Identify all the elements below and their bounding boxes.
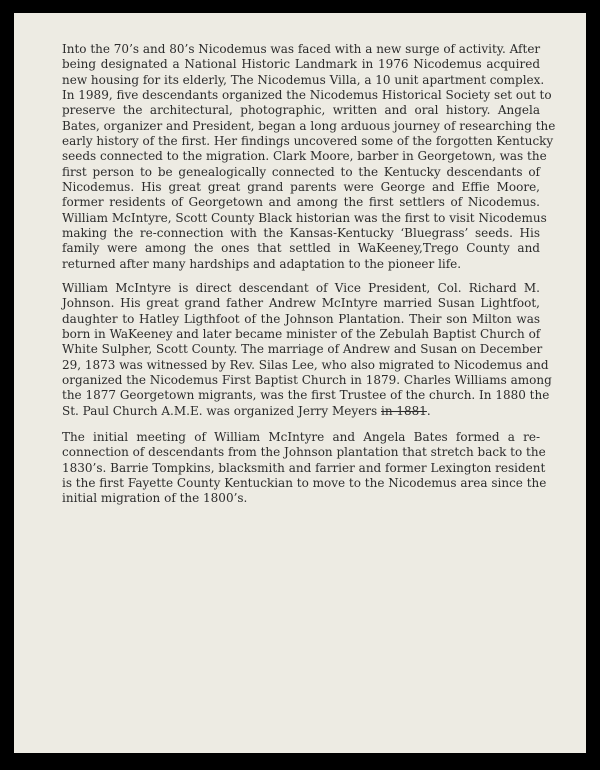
paragraph-line: making the re-connection with the Kansas-Kentucky ‘Bluegrass’ seeds. His (62, 226, 540, 241)
paragraph-line: returned after many hardships and adaptation to the pioneer life. (62, 256, 462, 271)
paragraph-line: seeds connected to the migration. Clark Moore, barber in Georgetown, was the (62, 149, 547, 164)
paragraph-last-line (62, 404, 540, 419)
paragraph-line: Johnson. His great grand father Andrew McIntyre married Susan Lightfoot, (62, 296, 540, 311)
paragraph-line: The initial meeting of William McIntyre and Angela Bates formed a re- (62, 430, 540, 444)
paragraph-line: family were among the ones that settled in WaKeeney,Trego County and (62, 241, 540, 256)
last-line-text: St. Paul Church A.M.E. was organized Jerry Meyers (62, 403, 381, 418)
paragraph-line: first person to be genealogically connected to the Kentucky descendants of (62, 164, 540, 179)
paragraph-line: In 1989, five descendants organized the Nicodemus Historical Society set out to (62, 88, 552, 103)
paragraph-line: born in WaKeeney and later became minister of the Zebulah Baptist Church of (62, 327, 541, 342)
paragraph-line: Into the 70’s and 80’s Nicodemus was faced with a new surge of activity. After (62, 42, 541, 56)
paragraph-line: White Sulpher, Scott County. The marriage of Andrew and Susan on December (62, 342, 543, 357)
paragraph-line: preserve the architectural, photographic, written and oral history. Angela (62, 103, 540, 118)
last-line-period: . (426, 403, 431, 418)
paragraph-line: the 1877 Georgetown migrants, was the first Trustee of the church. In 1880 the (62, 388, 550, 403)
paragraph-line: William McIntyre is direct descendant of Vice President, Col. Richard M. (62, 281, 540, 295)
paragraph-line: organized the Nicodemus First Baptist Church in 1879. Charles Williams among (62, 373, 552, 388)
paragraph-2 (62, 281, 552, 419)
paragraph-line: initial migration of the 1800’s. (62, 491, 248, 506)
paragraph-line: early history of the first. Her findings uncovered some of the forgotten Kentucky (62, 134, 554, 149)
paragraph-line: 1830’s. Barrie Tompkins, blacksmith and farrier and former Lexington resident (62, 460, 546, 475)
paragraph-line: William McIntyre, Scott County Black historian was the first to visit Nicodemus (62, 210, 547, 225)
paragraph-line: being designated a National Historic Landmark in 1976 Nicodemus acquired (62, 57, 540, 72)
paragraph-line: Bates, organizer and President, began a long arduous journey of researching the (62, 118, 556, 133)
paragraph-line: connection of descendants from the Johnson plantation that stretch back to the (62, 445, 546, 460)
paragraph-line: Nicodemus. His great great grand parents were George and Effie Moore, (62, 180, 540, 195)
paragraph-1 (62, 42, 556, 272)
paragraph-line: former residents of Georgetown and among the first settlers of Nicodemus. (62, 195, 540, 210)
struck-through-text: in 1881 (381, 403, 427, 418)
paragraph-line: 29, 1873 was witnessed by Rev. Silas Lee, who also migrated to Nicodemus and (62, 357, 549, 372)
document-page (14, 13, 586, 753)
paragraph-line: new housing for its elderly, The Nicodemus Villa, a 10 unit apartment complex. (62, 72, 545, 87)
paragraph-3 (62, 430, 547, 507)
paragraph-line: is the first Fayette County Kentuckian to move to the Nicodemus area since the (62, 476, 547, 491)
paragraph-line: daughter to Hatley Ligthfoot of the Johnson Plantation. Their son Milton was (62, 311, 540, 326)
